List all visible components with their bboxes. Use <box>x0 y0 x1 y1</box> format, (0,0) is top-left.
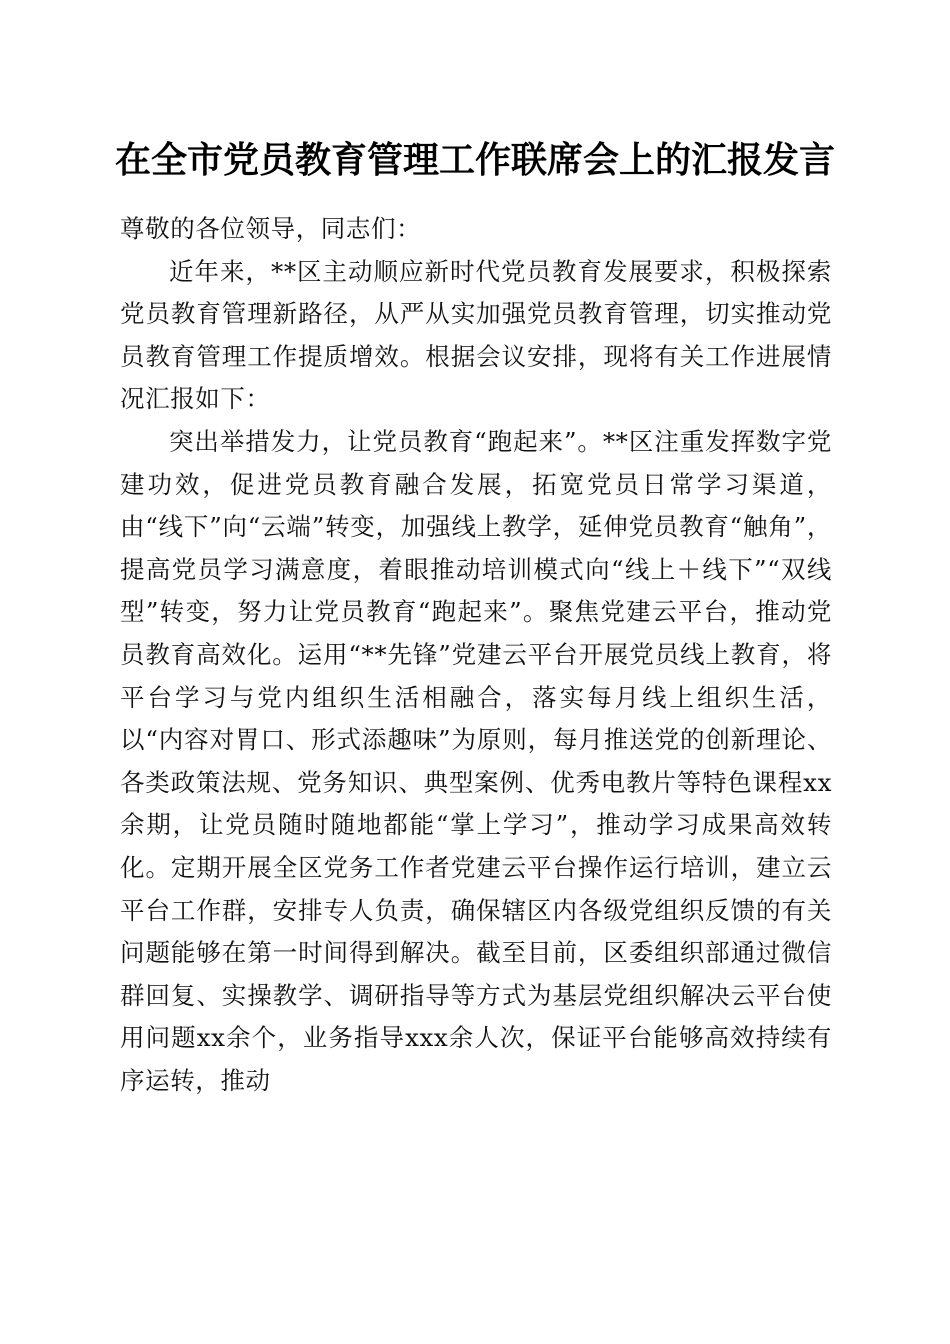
paragraph-intro: 近年来，**区主动顺应新时代党员教育发展要求，积极探索党员教育管理新路径，从严从实加强党员教育管理，切实推动党员教育管理工作提质增效。根据会议安排，现将有关工作进展情况汇报如下： <box>120 256 832 414</box>
paragraph-measures: 突出举措发力，让党员教育“跑起来”。**区注重发挥数字党建功效，促进党员教育融合发展，拓宽党员日常学习渠道，由“线下”向“云端”转变，加强线上教学，延伸党员教育“触角”，提高党员学习满意度，着眼推动培训模式向“线上＋线下”“双线型”转变，努力让党员教育“跑起来”。聚焦党建云平台，推动党员教育高效化。运用“**先锋”党建云平台开展党员线上教育，将平台学习与党内组织生活相融合，落实每月线上组织生活，以“内容对胃口、形式添趣味”为原则，每月推送党的创新理论、各类政策法规、党务知识、典型案例、优秀电教片等特色课程xx余期，让党员随时随地都能“掌上学习”，推动学习成果高效转化。定期开展全区党务工作者党建云平台操作运行培训，建立云平台工作群，安排专人负责，确保辖区内各级党组织反馈的有关问题能够在第一时间得到解决。截至目前，区委组织部通过微信群回复、实操教学、调研指导等方式为基层党组织解决云平台使用问题xx余个，业务指导xxx余人次，保证平台能够高效持续有序运转，推动 <box>120 426 832 1095</box>
salutation: 尊敬的各位领导，同志们： <box>120 214 422 243</box>
document-body <box>120 208 832 1102</box>
document-title: 在全市党员教育管理工作联席会上的汇报发言 <box>114 139 835 181</box>
